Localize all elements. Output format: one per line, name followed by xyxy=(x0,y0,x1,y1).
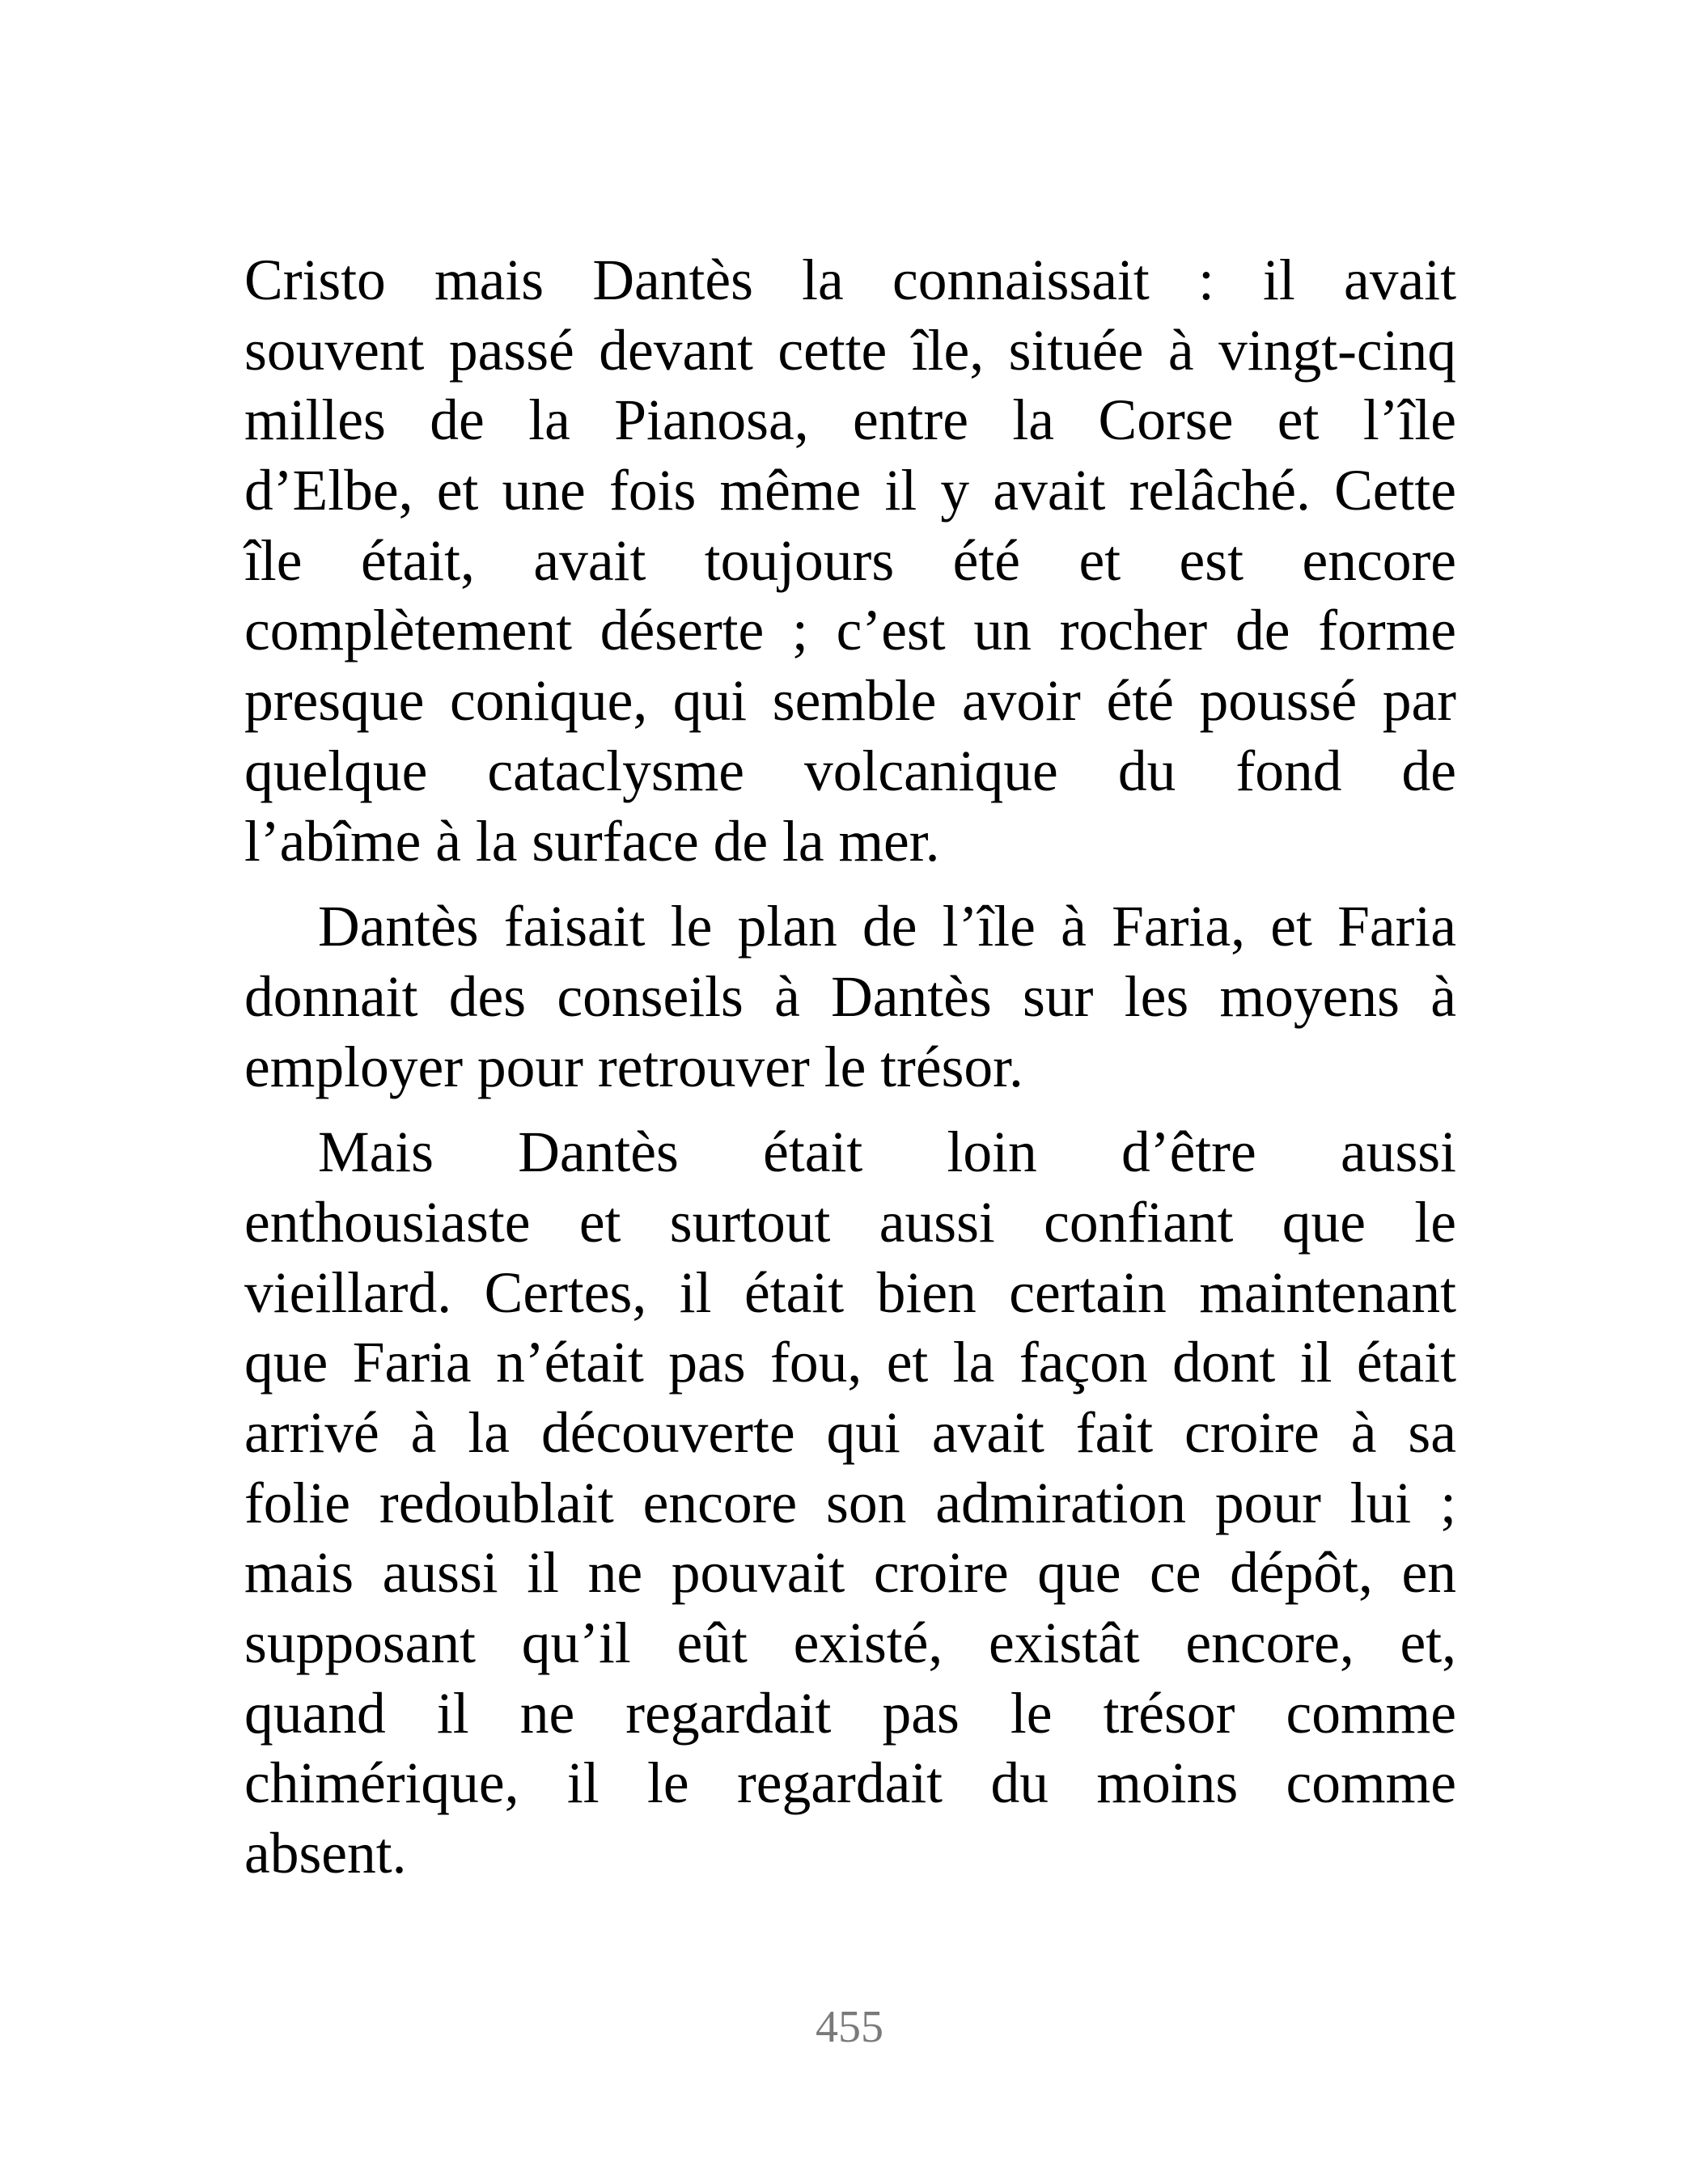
text-line: absent. xyxy=(244,1822,407,1886)
text-line: complètement déserte ; c’est un rocher de forme xyxy=(244,599,1456,663)
text-line: Mais Dantès était loin d’être aussi xyxy=(318,1120,1456,1185)
text-line: quand il ne regardait pas le trésor comme xyxy=(244,1681,1456,1746)
text-line: mais aussi il ne pouvait croire que ce dépôt, en xyxy=(244,1541,1456,1606)
page-body xyxy=(244,246,1456,1890)
text-line: l’abîme à la surface de la mer. xyxy=(244,809,940,874)
page-number: 455 xyxy=(816,2002,883,2052)
text-line: d’Elbe, et une fois même il y avait relâché. Cette xyxy=(244,459,1456,523)
text-line: Dantès faisait le plan de l’île à Faria, et Faria xyxy=(318,895,1456,959)
text-line: arrivé à la découverte qui avait fait croire à sa xyxy=(244,1401,1456,1465)
paragraph-2 xyxy=(244,892,1456,1103)
text-line: Cristo mais Dantès la connaissait : il avait xyxy=(244,248,1456,312)
text-line: vieillard. Certes, il était bien certain maintenant xyxy=(244,1260,1456,1325)
text-line: folie redoublait encore son admiration pour lui ; xyxy=(244,1471,1456,1535)
paragraph-1 xyxy=(244,246,1456,877)
text-line: souvent passé devant cette île, située à vingt-cinq xyxy=(244,318,1456,383)
text-line: île était, avait toujours été et est encore xyxy=(244,528,1456,593)
text-line: employer pour retrouver le trésor. xyxy=(244,1035,1023,1099)
text-line: quelque cataclysme volcanique du fond de xyxy=(244,739,1456,803)
text-line: milles de la Pianosa, entre la Corse et l’île xyxy=(244,388,1456,453)
text-line: enthousiaste et surtout aussi confiant que le xyxy=(244,1190,1456,1255)
text-line: donnait des conseils à Dantès sur les moyens à xyxy=(244,964,1456,1029)
text-line: chimérique, il le regardait du moins comme xyxy=(244,1751,1456,1816)
paragraph-3 xyxy=(244,1118,1456,1890)
text-line: que Faria n’était pas fou, et la façon dont il était xyxy=(244,1331,1456,1395)
text-line: supposant qu’il eût existé, existât encore, et, xyxy=(244,1611,1456,1676)
text-line: presque conique, qui semble avoir été poussé par xyxy=(244,669,1456,734)
